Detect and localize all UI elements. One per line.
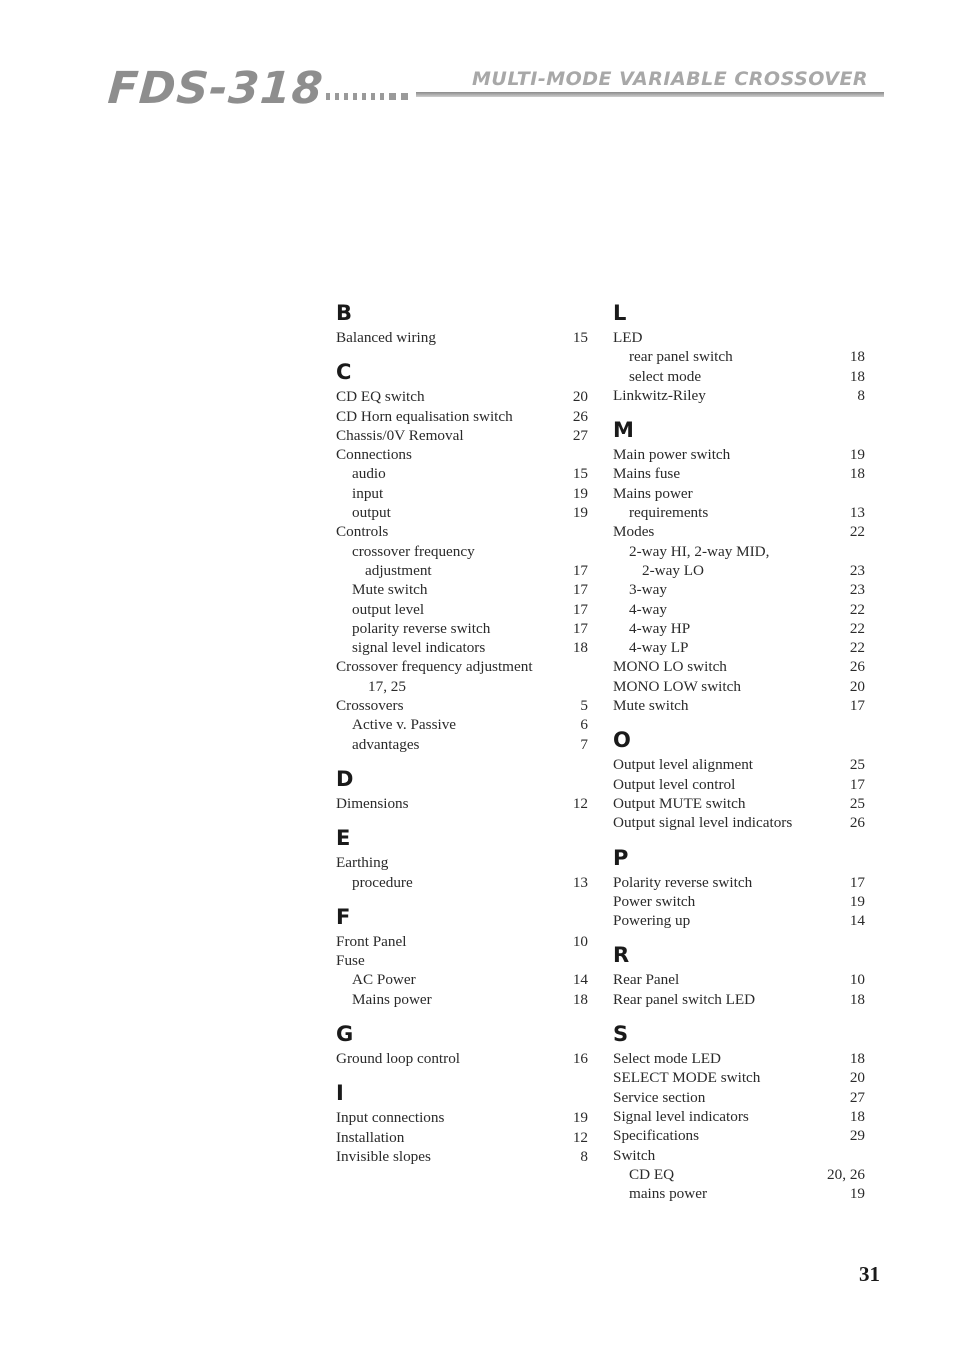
section-letter: L [613,301,627,325]
index-entry [336,542,588,561]
index-entry [336,1108,588,1127]
index-entry [613,696,865,715]
entry-term: 2-way LO [642,561,704,579]
entry-term: CD Horn equalisation switch [336,407,513,425]
entry-pages: 27 [572,426,588,444]
entry-pages: 25 [849,794,865,812]
index-entry [613,542,865,561]
index-entry [613,464,865,483]
index-entry [336,580,588,599]
index-entry [336,328,588,347]
entry-term: polarity reverse switch [352,619,491,637]
index-entry [336,735,588,754]
entry-term: Rear Panel [613,971,680,989]
index-entry [336,853,588,872]
section-letter: M [613,418,634,443]
entry-term: Fuse [336,952,365,970]
entry-term: Mute switch [613,697,689,715]
product-logo: FDS-318 [106,63,326,114]
index-entry [336,677,588,696]
index-entry [613,873,865,892]
section-letter: B [336,301,353,325]
entry-term: output [352,504,391,522]
index-entry [613,1165,865,1184]
index-entry [613,347,865,366]
entry-term: Rear panel switch LED [613,990,756,1008]
entry-term: 4-way HP [629,619,691,637]
entry-term: Switch [613,1146,656,1164]
entry-term: Output level control [613,775,736,793]
entry-term: Specifications [613,1127,700,1145]
index-entry [613,794,865,813]
index-entry [613,970,865,989]
section-letter: P [613,845,629,870]
entry-pages: 13 [572,873,588,891]
entry-term: adjustment [365,561,432,579]
entry-pages: 18 [572,639,588,657]
entry-term: Balanced wiring [336,329,436,346]
entry-pages: 18 [849,367,865,385]
entry-term: Invisible slopes [336,1147,431,1165]
entry-pages: 23 [849,581,865,599]
entry-term: SELECT MODE switch [613,1069,761,1087]
entry-term: Select mode LED [613,1050,721,1068]
index-entry [613,1088,865,1107]
entry-term: MONO LO switch [613,658,727,676]
index-entry [336,794,588,813]
index-entry [336,464,588,483]
section-letter: E [336,826,351,851]
entry-pages: 23 [849,561,865,579]
entry-term: advantages [352,735,420,753]
entry-pages: 17 [572,561,588,579]
index-entry [336,1128,588,1147]
entry-term: Earthing [336,854,389,872]
entry-term: 17, 25 [368,677,406,695]
entry-pages: 15 [572,329,588,346]
entry-term: Active v. Passive [352,716,457,734]
index-entry [336,970,588,989]
header-dots [326,93,408,100]
index-entry [336,1147,588,1166]
entry-term: 4-way LP [629,639,689,657]
entry-pages: 8 [580,1147,588,1165]
entry-pages: 17 [572,581,588,599]
entry-pages: 26 [849,814,865,832]
index-entry [613,328,865,347]
entry-pages: 19 [572,484,588,502]
entry-term: Linkwitz-Riley [613,386,706,404]
index-section [613,843,865,931]
section-letter: O [613,728,631,753]
index-entry [613,580,865,599]
entry-pages: 26 [572,407,588,425]
entry-pages: 29 [849,1127,865,1145]
index-entry [613,1146,865,1165]
entry-pages: 19 [572,1109,588,1127]
index-entry [613,1049,865,1068]
index-entry [613,813,865,832]
product-tagline: MULTI-MODE VARIABLE CROSSOVER [472,68,869,90]
entry-term: CD EQ switch [336,388,425,406]
entry-term: Main power switch [613,446,731,464]
index-entry [336,657,588,676]
entry-term: input [352,484,384,502]
entry-pages: 26 [849,658,865,676]
section-letter: G [336,1022,354,1047]
entry-pages: 5 [580,697,588,715]
entry-term: Service section [613,1088,706,1106]
index-section [613,415,865,715]
index-column-left [336,298,588,1176]
index-entry [613,619,865,638]
index-entry [336,1049,588,1068]
entry-pages: 18 [849,465,865,483]
entry-term: 2-way HI, 2-way MID, [629,542,770,560]
index-entry [336,426,588,445]
entry-term: Dimensions [336,794,409,812]
entry-pages: 10 [849,971,865,989]
entry-pages: 8 [857,386,865,404]
entry-pages: 17 [849,873,865,891]
index-section [613,725,865,832]
index-entry [613,657,865,676]
entry-pages: 20 [849,677,865,695]
index-entry [336,990,588,1009]
index-entry [336,932,588,951]
index-entry [336,445,588,464]
index-entry [613,677,865,696]
index-entry [336,387,588,406]
entry-term: Modes [613,523,655,541]
entry-term: rear panel switch [629,348,733,366]
index-entry [613,892,865,911]
entry-pages: 17 [849,775,865,793]
entry-pages: 20, 26 [827,1165,865,1183]
index-section [336,1078,588,1166]
entry-pages: 6 [580,716,588,734]
index-entry [336,522,588,541]
index-entry [336,503,588,522]
index-entry [613,755,865,774]
page-header [108,64,886,114]
index-entry [613,503,865,522]
entry-pages: 22 [849,523,865,541]
entry-term: Mute switch [352,581,428,599]
entry-term: LED [613,329,643,346]
entry-term: Power switch [613,892,696,910]
entry-pages: 18 [849,1050,865,1068]
entry-pages: 22 [849,600,865,618]
entry-pages: 17 [849,697,865,715]
entry-term: select mode [629,367,702,385]
index-entry [613,911,865,930]
entry-pages: 25 [849,756,865,774]
entry-term: Powering up [613,912,691,930]
index-entry [613,600,865,619]
index-entry [613,445,865,464]
index-entry [336,484,588,503]
index-entry [613,484,865,503]
entry-term: Mains fuse [613,465,681,483]
entry-pages: 19 [849,446,865,464]
index-entry [613,522,865,541]
index-section [613,940,865,1009]
index-section [336,298,588,347]
index-section [613,1019,865,1203]
entry-pages: 18 [849,1107,865,1125]
entry-pages: 17 [572,619,588,637]
index-entry [613,1107,865,1126]
entry-term: MONO LOW switch [613,677,741,695]
entry-term: Output level alignment [613,756,754,774]
index-entry [613,638,865,657]
entry-pages: 12 [572,794,588,812]
entry-pages: 19 [849,892,865,910]
entry-pages: 22 [849,619,865,637]
entry-term: Mains power [352,990,432,1008]
entry-term: Output signal level indicators [613,814,793,832]
entry-term: AC Power [352,971,416,989]
index-section [336,357,588,754]
entry-pages: 15 [572,465,588,483]
index-entry [336,696,588,715]
entry-pages: 12 [572,1128,588,1146]
entry-pages: 13 [849,504,865,522]
index-entry [613,386,865,405]
entry-term: Polarity reverse switch [613,873,753,891]
entry-term: Front Panel [336,932,407,950]
index-column-right [613,298,865,1213]
index-section [336,902,588,1009]
entry-term: signal level indicators [352,639,486,657]
index-entry [336,619,588,638]
entry-term: requirements [629,504,709,522]
entry-term: Mains power [613,484,693,502]
entry-term: Ground loop control [336,1050,461,1068]
index-entry [613,561,865,580]
page-number: 31 [859,1262,880,1286]
entry-term: 4-way [629,600,667,618]
index-entry [336,407,588,426]
entry-term: Controls [336,523,389,541]
index-section [336,764,588,813]
index-entry [336,715,588,734]
section-letter: I [336,1081,344,1106]
entry-term: Signal level indicators [613,1107,749,1125]
entry-term: output level [352,600,425,618]
entry-pages: 16 [572,1050,588,1068]
index-entry [336,873,588,892]
entry-term: Crossovers [336,697,404,715]
section-letter: R [613,943,630,968]
entry-term: CD EQ [629,1165,675,1183]
index-entry [613,1068,865,1087]
entry-term: mains power [629,1185,708,1203]
entry-pages: 17 [572,600,588,618]
entry-term: Installation [336,1128,405,1146]
index-section [336,823,588,892]
index-entry [613,990,865,1009]
entry-pages: 18 [572,990,588,1008]
entry-pages: 14 [849,912,865,930]
entry-term: procedure [352,873,413,891]
section-letter: D [336,766,354,791]
entry-pages: 20 [572,388,588,406]
index-entry [336,638,588,657]
entry-term: Connections [336,446,412,464]
entry-pages: 19 [572,504,588,522]
section-letter: S [613,1022,629,1047]
entry-pages: 19 [849,1185,865,1203]
index-entry [613,1184,865,1203]
entry-pages: 18 [849,990,865,1008]
entry-pages: 22 [849,639,865,657]
index-entry [613,775,865,794]
entry-pages: 27 [849,1088,865,1106]
index-entry [336,561,588,580]
entry-pages: 10 [572,932,588,950]
entry-term: Output MUTE switch [613,794,746,812]
index-section [336,1019,588,1068]
entry-term: audio [352,465,386,483]
index-section [613,298,865,405]
index-entry [613,367,865,386]
entry-pages: 20 [849,1069,865,1087]
entry-term: crossover frequency [352,542,475,560]
header-rule [416,92,884,97]
index-entry [336,951,588,970]
entry-term: Chassis/0V Removal [336,426,464,444]
entry-term: Crossover frequency adjustment [336,658,533,676]
entry-term: Input connections [336,1109,445,1127]
index-entry [613,1126,865,1145]
entry-pages: 18 [849,348,865,366]
section-letter: C [336,360,352,385]
entry-pages: 14 [572,971,588,989]
section-letter: F [336,904,351,929]
entry-term: 3-way [629,581,667,599]
index-entry [336,600,588,619]
entry-pages: 7 [580,735,588,753]
